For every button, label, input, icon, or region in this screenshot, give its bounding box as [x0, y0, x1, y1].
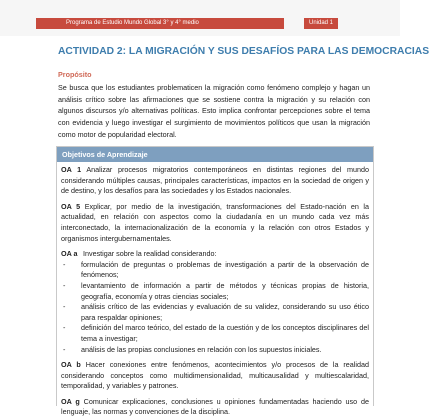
- learning-objectives-body: [57, 162, 373, 418]
- objective-code: OA b: [61, 360, 81, 370]
- objective-oaa: [61, 249, 369, 260]
- objective-code: OA a: [61, 249, 78, 259]
- objective-oaa-list: [61, 260, 369, 355]
- program-label: Programa de Estudio Mundo Global 3° y 4° medio: [36, 18, 284, 29]
- objective-text: Investigar sobre la realidad considerando:: [83, 249, 217, 259]
- objective-oa1: [61, 165, 369, 197]
- objective-text: Explicar, por medio de la investigación, transformaciones del Estado-nación en la actualidad, en relación con aspectos como la ciudadanía en un mundo cada vez más interconectado, la internacionalización de la economía y la relación con otros Estados y organismos intergubernamentales.: [61, 201, 370, 243]
- page-title: ACTIVIDAD 2: LA MIGRACIÓN Y SUS DESAFÍOS PARA LAS DEMOCRACIAS: [58, 46, 429, 57]
- objective-oa5: [61, 202, 369, 244]
- unit-label: Unidad 1: [304, 18, 338, 29]
- list-item: - formulación de preguntas o problemas de investigación a partir de la observación de fenómenos;: [61, 260, 369, 281]
- objective-code: OA 5: [61, 201, 81, 211]
- list-item: - análisis de las propias conclusiones en relación con los supuestos iniciales.: [61, 345, 369, 356]
- purpose-heading: Propósito: [58, 70, 92, 79]
- page-header: [0, 0, 400, 36]
- list-item: - definición del marco teórico, del estado de la cuestión y de los conceptos disciplinares del tema a investigar;: [61, 323, 369, 344]
- objective-code: OA 1: [61, 165, 82, 174]
- list-item: - análisis crítico de las evidencias y evaluación de su validez, considerando su uso ético para respaldar opiniones;: [61, 302, 369, 323]
- objective-code: OA g: [61, 396, 80, 406]
- learning-objectives-heading: Objetivos de Aprendizaje: [57, 147, 373, 162]
- purpose-text: Se busca que los estudiantes problematicen la migración como fenómeno complejo y hagan un análisis crítico sobre las afirmaciones que se sostiene contra la migración y su relación con algunos discursos y/o alternativas políticas. Esto implica confrontar percepciones sobre el tema con evidencia y luego investigar el surgimiento de movimientos políticos que usan la migración como motor de popularidad electoral.: [58, 83, 370, 139]
- objective-text: Analizar procesos migratorios contemporáneos en distintas regiones del mundo considerando múltiples causas, principales características, impactos en la sociedad de origen y de destino, y los desafíos para las sociedades y los Estados nacionales.: [61, 165, 369, 196]
- learning-objectives-box: [56, 146, 374, 417]
- objective-text: Hacer conexiones entre fenómenos, acontecimientos y/o procesos de la realidad considerando conceptos como multidimensionalidad, multicausalidad y multiescalaridad, temporalidad, y variables y patrones.: [61, 360, 369, 391]
- list-item: - levantamiento de información a partir de métodos y técnicas propias de historia, geografía, economía y otras ciencias sociales;: [61, 281, 369, 302]
- objective-oag: [61, 397, 369, 418]
- objective-oab: [61, 360, 369, 392]
- objective-text: Comunicar explicaciones, conclusiones u opiniones fundamentadas haciendo uso de lenguaje, las normas y convenciones de la disciplina.: [61, 396, 369, 417]
